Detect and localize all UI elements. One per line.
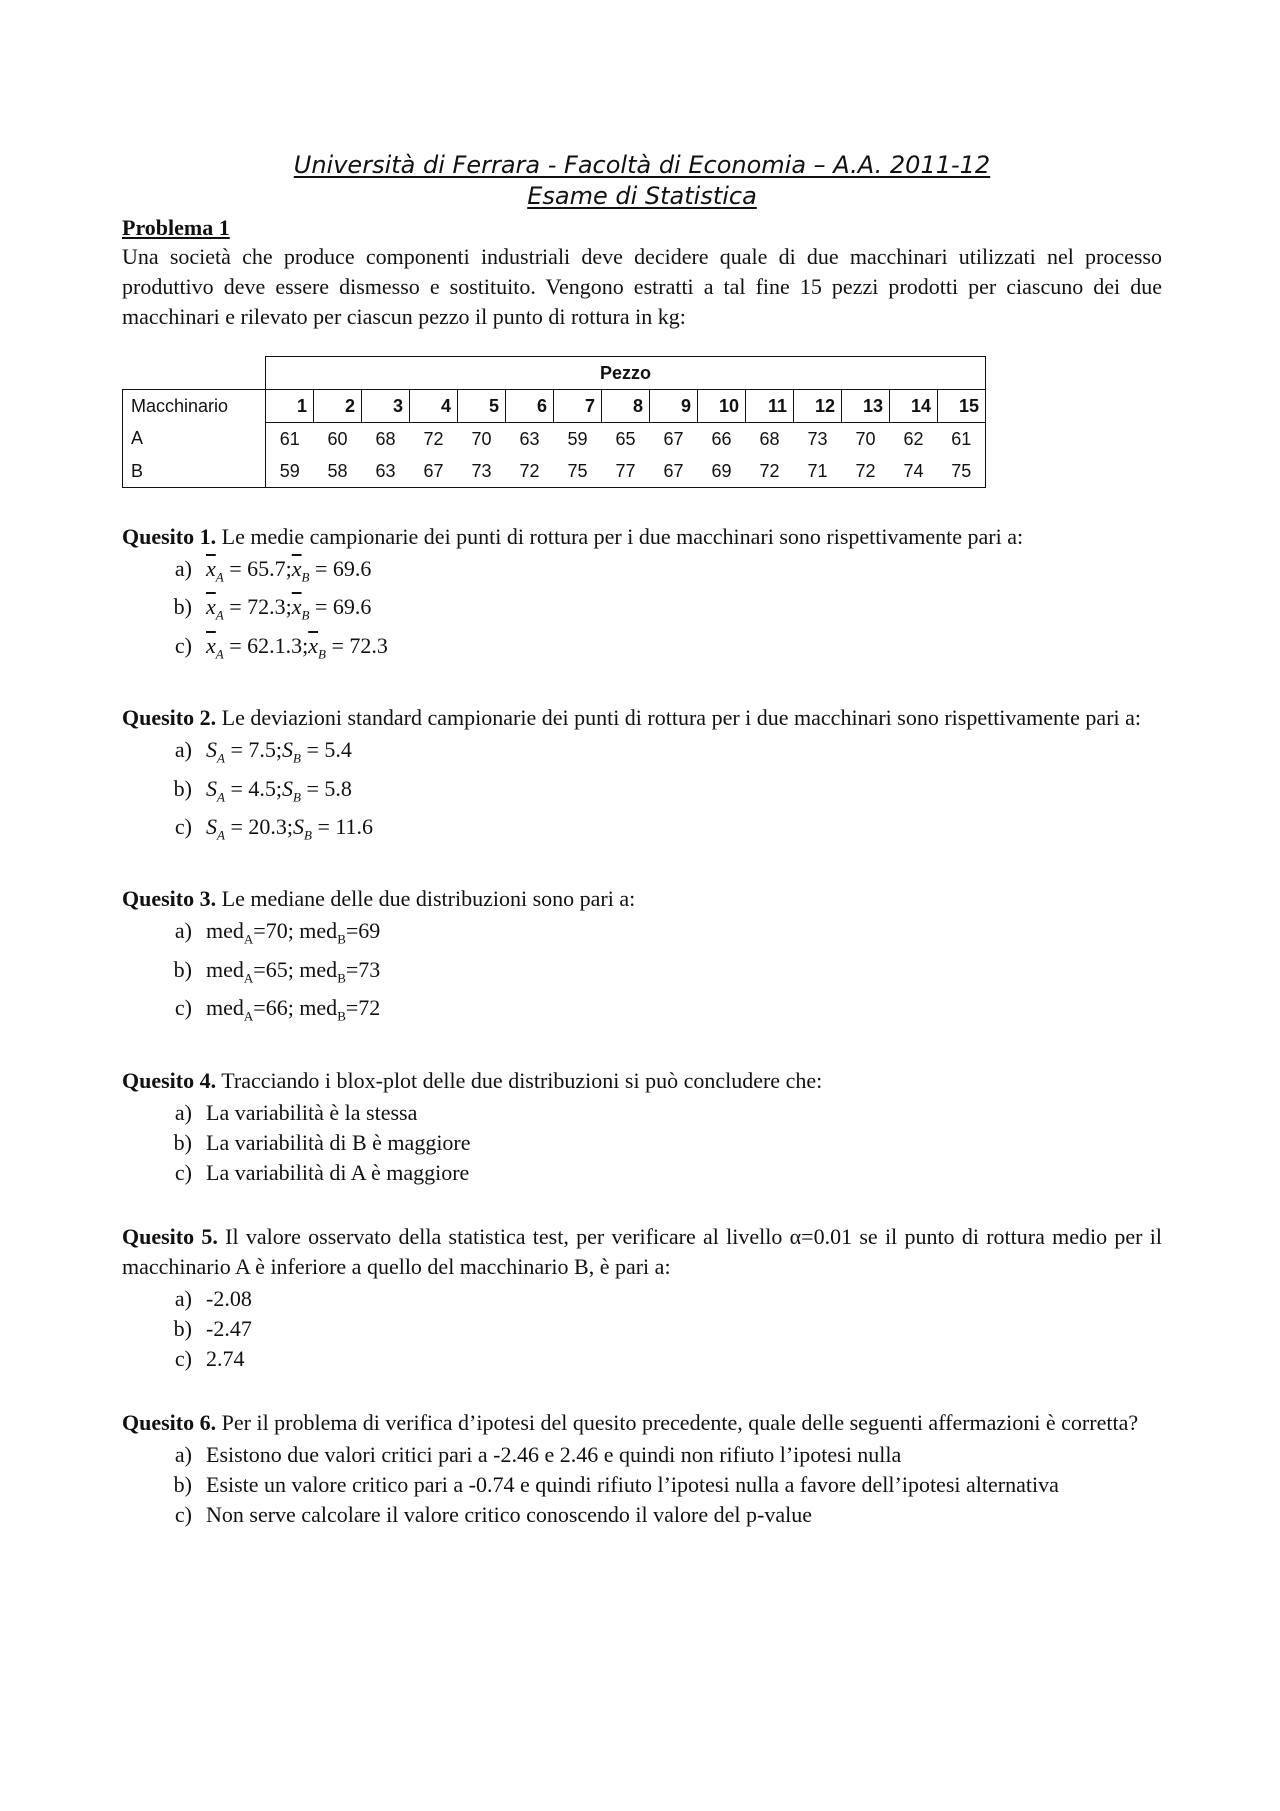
table-row-label: A (123, 423, 266, 456)
answer-letter: b) (173, 1471, 192, 1497)
question-body: Le medie campionarie dei punti di rottura per i due macchinari sono rispettivamente pari a: (221, 524, 1024, 549)
table-cell: 71 (794, 455, 842, 488)
table-column-header: 8 (602, 390, 650, 423)
subscript: A (215, 607, 224, 623)
value: = 5.8 (300, 775, 352, 801)
value: =66; med (253, 995, 338, 1021)
subscript: B (337, 970, 346, 986)
answer-letter: b) (173, 1129, 192, 1155)
question-body: Le deviazioni standard campionarie dei punti di rottura per i due macchinari sono rispettivamente pari a: (221, 705, 1142, 731)
symbol: $\overline{x}$ (308, 632, 319, 658)
answer-letter: a) (174, 1441, 192, 1467)
value: med (206, 918, 244, 944)
table-group-header-row (123, 357, 986, 390)
answer-letter: c) (174, 1159, 192, 1185)
answer-option (122, 631, 1162, 669)
table-header-row (123, 390, 986, 423)
answer-text: La variabilità di A è maggiore (206, 1159, 470, 1185)
symbol: $\overline{x}$ (291, 556, 302, 581)
question-3-answers (122, 916, 1162, 1031)
table-cell: 62 (903, 428, 924, 449)
table-cell: 61 (938, 423, 986, 456)
question-1-answers (122, 554, 1162, 669)
table-cell: 77 (602, 455, 650, 488)
value: =70; med (253, 918, 338, 944)
table-cell: 72 (506, 455, 554, 488)
table-column-header: 9 (650, 390, 698, 423)
answer-letter: a) (174, 1285, 192, 1311)
question-label: Quesito 4. (122, 1067, 217, 1093)
answer-letter: c) (174, 1501, 192, 1527)
question-body: Tracciando i blox-plot delle due distribuzioni si può concludere che: (221, 1067, 823, 1093)
table-column-header: 13 (842, 390, 890, 423)
table-cell: 72 (423, 428, 444, 449)
table-cell: 58 (314, 455, 362, 488)
table-row-a (123, 423, 986, 456)
answer-letter: a) (174, 918, 192, 944)
symbol: $\overline{x}$ (206, 556, 216, 581)
subscript: B (292, 750, 301, 766)
answer-option (122, 1500, 1162, 1530)
answer-text: La variabilità è la stessa (206, 1099, 418, 1125)
table-column-header: 3 (362, 390, 410, 423)
answer-text: -2.08 (206, 1285, 252, 1311)
question-label: Quesito 2. (122, 705, 217, 731)
answer-letter: a) (174, 1099, 192, 1125)
header-exam-title: Esame di Statistica (527, 182, 757, 210)
subscript: A (243, 1008, 254, 1024)
answer-letter: c) (174, 1345, 192, 1371)
table-cell: 59 (266, 455, 314, 488)
exam-page (122, 150, 1162, 1530)
answer-option (122, 1284, 1162, 1314)
answer-option (122, 774, 1162, 812)
question-label: Quesito 5. (122, 1223, 218, 1249)
value: =65; med (253, 956, 338, 982)
answer-option (122, 1344, 1162, 1374)
subscript: B (292, 788, 301, 804)
value: = 4.5; (224, 775, 282, 801)
answer-letter: c) (174, 995, 192, 1021)
subscript: A (243, 931, 254, 947)
value: = 69.6 (309, 556, 372, 581)
question-4-text (122, 1066, 1162, 1096)
value: = 72.3; (223, 594, 292, 620)
table-cell: 63 (362, 455, 410, 488)
answer-option (122, 554, 1162, 592)
answer-option (122, 1470, 1162, 1500)
table-cell: 70 (471, 428, 492, 449)
subscript: A (217, 750, 225, 766)
table-row-header: Macchinario (123, 390, 266, 423)
subscript: A (243, 970, 254, 986)
answer-option (122, 812, 1162, 850)
answer-text: Esistono due valori critici pari a -2.46 e 2.46 e quindi non rifiuto l’ipotesi nulla (206, 1441, 902, 1467)
problem-intro: Una società che produce componenti industriali deve decidere quale di due macchinari utilizzati nel processo produttivo deve essere dismesso e sostituito. Vengono estratti a tal fine 15 pezzi prodotti per ciascuno dei due macchinari e rilevato per ciascun pezzo il punto di rottura in kg: (122, 244, 1162, 329)
table-cell: 63 (519, 428, 540, 449)
question-6 (122, 1408, 1162, 1530)
table-cell: 73 (458, 455, 506, 488)
answer-letter: b) (173, 775, 192, 801)
table-cell: 67 (663, 428, 684, 449)
symbol: $\overline{x}$ (206, 632, 216, 658)
value: = 7.5; (224, 737, 282, 763)
table-empty-corner (123, 357, 266, 390)
question-label: Quesito 1. (122, 524, 217, 549)
answer-text: Esiste un valore critico pari a -0.74 e quindi rifiuto l’ipotesi nulla a favore dell’ipotesi alternativa (206, 1471, 1059, 1497)
answer-letter: c) (174, 813, 192, 839)
table-cell: 75 (938, 455, 986, 488)
subscript: B (301, 569, 310, 585)
table-cell: 75 (554, 455, 602, 488)
table-column-header: 15 (938, 390, 986, 423)
question-4-answers (122, 1098, 1162, 1188)
table-column-header: 10 (698, 390, 746, 423)
table-column-header: 11 (746, 390, 794, 423)
answer-letter: b) (173, 1315, 192, 1341)
table-cell: 70 (855, 428, 876, 449)
answer-letter: b) (173, 594, 192, 620)
value: med (206, 956, 244, 982)
question-body: Le mediane delle due distribuzioni sono pari a: (221, 886, 636, 912)
question-6-text (122, 1408, 1162, 1438)
answer-option (122, 1314, 1162, 1344)
question-2-answers (122, 735, 1162, 850)
value: = 20.3; (224, 813, 293, 839)
subscript: A (217, 827, 225, 843)
answer-option (122, 955, 1162, 993)
table-cell: 72 (746, 455, 794, 488)
table-cell: 59 (567, 428, 588, 449)
value: =73 (345, 956, 381, 982)
document-header (122, 150, 1162, 212)
answer-text: Non serve calcolare il valore critico conoscendo il valore del p-value (206, 1501, 812, 1527)
question-5-answers (122, 1284, 1162, 1374)
table-cell: 72 (842, 455, 890, 488)
table-column-header: 4 (410, 390, 458, 423)
answer-text: La variabilità di B è maggiore (206, 1129, 471, 1155)
answer-letter: a) (174, 737, 192, 763)
value: = 62.1.3; (223, 632, 309, 658)
question-5 (122, 1222, 1162, 1374)
table-column-header: 2 (314, 390, 362, 423)
table-cell: 65 (615, 428, 636, 449)
question-5-text (122, 1222, 1162, 1282)
table-cell: 68 (759, 428, 780, 449)
question-body: Il valore osservato della statistica test, per verificare al livello α=0.01 se il punto di rottura medio per il macchinario A è inferiore a quello del macchinario B, è pari a: (122, 1223, 1162, 1279)
table-column-header: 14 (890, 390, 938, 423)
answer-letter: b) (173, 956, 192, 982)
answer-option (122, 1440, 1162, 1470)
answer-option (122, 592, 1162, 630)
subscript: A (215, 646, 224, 662)
table-cell: 73 (807, 428, 828, 449)
answer-letter: a) (174, 556, 192, 581)
question-label: Quesito 3. (122, 886, 217, 912)
breaking-point-table (122, 356, 986, 488)
symbol: S (281, 737, 293, 763)
symbol: S (281, 775, 293, 801)
answer-text: 2.74 (206, 1345, 245, 1371)
table-cell: 69 (698, 455, 746, 488)
value: = 69.6 (309, 594, 372, 620)
question-body: Per il problema di verifica d’ipotesi del quesito precedente, quale delle seguenti affermazioni è corretta? (221, 1409, 1139, 1435)
question-1 (122, 522, 1162, 669)
subscript: B (337, 1008, 346, 1024)
table-cell: 60 (327, 428, 348, 449)
table-cell: 61 (279, 428, 300, 449)
subscript: B (303, 827, 312, 843)
value: =72 (345, 995, 381, 1021)
table-cell: 68 (375, 428, 396, 449)
answer-option (122, 993, 1162, 1031)
question-6-answers (122, 1440, 1162, 1530)
symbol: S (206, 775, 217, 801)
symbol: $\overline{x}$ (206, 594, 216, 620)
symbol: $\overline{x}$ (291, 594, 302, 620)
table-cell: 67 (410, 455, 458, 488)
question-4 (122, 1066, 1162, 1188)
subscript: B (318, 646, 326, 662)
answer-option (122, 735, 1162, 773)
question-2 (122, 703, 1162, 850)
table-column-header: 12 (794, 390, 842, 423)
subscript: A (215, 569, 224, 585)
table-row-label: B (123, 455, 266, 488)
question-1-text (122, 522, 1162, 552)
question-label: Quesito 6. (122, 1409, 217, 1435)
answer-option (122, 1158, 1162, 1188)
table-column-header: 1 (266, 390, 314, 423)
table-column-header: 6 (506, 390, 554, 423)
table-cell: 74 (890, 455, 938, 488)
table-row-b (123, 455, 986, 488)
symbol: S (206, 813, 217, 839)
value: = 5.4 (300, 737, 352, 763)
value: med (206, 995, 244, 1021)
answer-option (122, 1128, 1162, 1158)
question-3 (122, 884, 1162, 1031)
answer-option (122, 916, 1162, 954)
answer-text: -2.47 (206, 1315, 252, 1341)
value: = 65.7; (223, 556, 292, 581)
answer-option (122, 1098, 1162, 1128)
table-column-header: 7 (554, 390, 602, 423)
header-university: Università di Ferrara - Facoltà di Economia – A.A. 2011-12 (293, 151, 991, 179)
value: =69 (345, 918, 381, 944)
value: = 72.3 (325, 632, 388, 658)
symbol: S (206, 737, 217, 763)
subscript: B (337, 931, 346, 947)
subscript: B (301, 607, 310, 623)
problem-title: Problema 1 (122, 215, 230, 240)
question-3-text (122, 884, 1162, 914)
question-2-text (122, 703, 1162, 733)
subscript: A (217, 788, 225, 804)
answer-letter: c) (174, 632, 192, 658)
table-group-header: Pezzo (266, 357, 986, 390)
table-cell: 67 (650, 455, 698, 488)
symbol: S (292, 813, 304, 839)
table-column-header: 5 (458, 390, 506, 423)
table-cell: 66 (711, 428, 732, 449)
value: = 11.6 (311, 813, 374, 839)
